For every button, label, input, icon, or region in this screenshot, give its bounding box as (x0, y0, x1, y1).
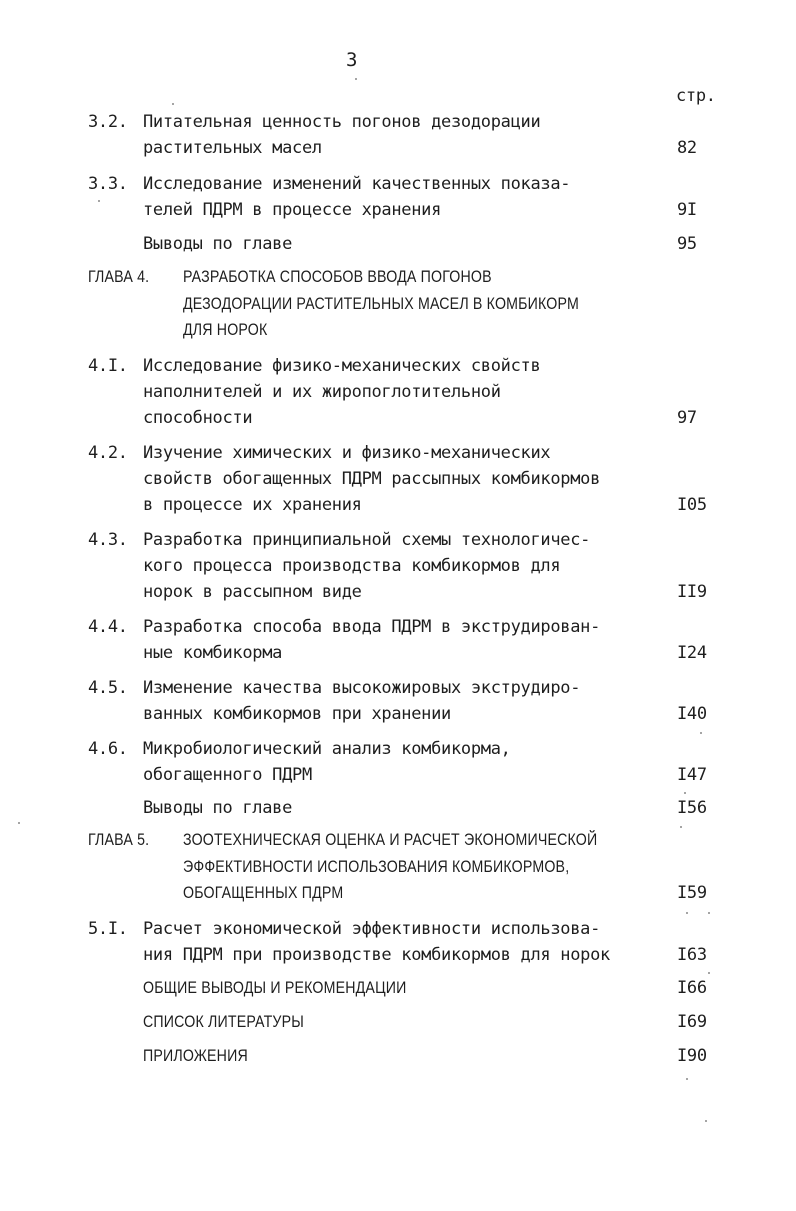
entry-page: I47 (677, 765, 707, 785)
scan-speck (172, 103, 174, 105)
entry-title-line: Исследование изменений качественных показа- (143, 174, 571, 194)
entry-number: 3.2. (88, 112, 128, 132)
entry-number: 4.I. (88, 356, 128, 376)
entry-title-line: Питательная ценность погонов дезодорации (143, 112, 541, 132)
entry-title-line: способности (143, 408, 253, 428)
chapter-title-line: РАЗРАБОТКА СПОСОБОВ ВВОДА ПОГОНОВ (183, 268, 492, 286)
entry-page: I24 (677, 643, 707, 663)
chapter-title-line: ЭФФЕКТИВНОСТИ ИСПОЛЬЗОВАНИЯ КОМБИКОРМОВ, (183, 858, 570, 876)
entry-title-line: Разработка принципиальной схемы технологичес- (143, 530, 591, 550)
entry-page: I59 (677, 883, 707, 903)
entry-title-line: наполнителей и их жиропоглотительной (143, 382, 501, 402)
entry-title-line: Выводы по главе (143, 798, 293, 818)
entry-number: 4.4. (88, 617, 128, 637)
entry-title-line: Исследование физико-механических свойств (143, 356, 541, 376)
scan-speck (708, 972, 710, 974)
scan-speck (700, 732, 702, 734)
entry-number: 4.2. (88, 443, 128, 463)
page-number: 3 (346, 49, 358, 71)
scan-speck (355, 78, 357, 80)
page-column-header: стр. (676, 86, 716, 106)
scan-speck (686, 912, 688, 914)
chapter-label: ГЛАВА 5. (88, 831, 150, 849)
entry-title-line: ОБЩИЕ ВЫВОДЫ И РЕКОМЕНДАЦИИ (143, 979, 407, 997)
entry-page: 9I (677, 200, 697, 220)
entry-number: 5.I. (88, 919, 128, 939)
entry-page: 95 (677, 234, 697, 254)
entry-title-line: СПИСОК ЛИТЕРАТУРЫ (143, 1013, 304, 1031)
entry-number: 4.3. (88, 530, 128, 550)
scan-speck (680, 826, 682, 828)
entry-title-line: ния ПДРМ при производстве комбикормов для норок (143, 945, 610, 965)
entry-number: 4.6. (88, 739, 128, 759)
entry-title-line: Изменение качества высокожировых экструдиро- (143, 678, 581, 698)
entry-title-line: Выводы по главе (143, 234, 293, 254)
entry-number: 3.3. (88, 174, 128, 194)
entry-page: 82 (677, 138, 697, 158)
entry-page: I66 (677, 978, 707, 998)
entry-page: I69 (677, 1012, 707, 1032)
scan-speck (684, 792, 686, 794)
entry-title-line: Разработка способа ввода ПДРМ в экструдирован- (143, 617, 601, 637)
entry-title-line: телей ПДРМ в процессе хранения (143, 200, 442, 220)
scan-speck (708, 912, 710, 914)
scan-speck (705, 1120, 707, 1122)
scan-speck (98, 200, 100, 202)
entry-page: I56 (677, 798, 707, 818)
entry-title-line: Изучение химических и физико-механических (143, 443, 551, 463)
chapter-title-line: ОБОГАЩЕННЫХ ПДРМ (183, 884, 344, 902)
chapter-title-line: ДЛЯ НОРОК (183, 321, 268, 339)
entry-title-line: ПРИЛОЖЕНИЯ (143, 1047, 248, 1065)
entry-title-line: свойств обогащенных ПДРМ рассыпных комбикормов (143, 469, 601, 489)
scan-speck (18, 822, 20, 824)
entry-title-line: норок в рассыпном виде (143, 582, 362, 602)
entry-title-line: в процессе их хранения (143, 495, 362, 515)
entry-title-line: Микробиологический анализ комбикорма, (143, 739, 511, 759)
chapter-title-line: ЗООТЕХНИЧЕСКАЯ ОЦЕНКА И РАСЧЕТ ЭКОНОМИЧЕСКОЙ (183, 831, 598, 849)
chapter-title-line: ДЕЗОДОРАЦИИ РАСТИТЕЛЬНЫХ МАСЕЛ В КОМБИКОРМ (183, 295, 579, 313)
scan-speck (686, 1078, 688, 1080)
entry-page: II9 (677, 582, 707, 602)
entry-page: I90 (677, 1046, 707, 1066)
entry-page: 97 (677, 408, 697, 428)
entry-title-line: ные комбикорма (143, 643, 283, 663)
entry-page: I63 (677, 945, 707, 965)
entry-number: 4.5. (88, 678, 128, 698)
entry-page: I05 (677, 495, 707, 515)
entry-title-line: обогащенного ПДРМ (143, 765, 312, 785)
entry-title-line: растительных масел (143, 138, 322, 158)
entry-page: I40 (677, 704, 707, 724)
entry-title-line: Расчет экономической эффективности использова- (143, 919, 601, 939)
entry-title-line: ванных комбикормов при хранении (143, 704, 451, 724)
chapter-label: ГЛАВА 4. (88, 268, 150, 286)
entry-title-line: кого процесса производства комбикормов для (143, 556, 561, 576)
